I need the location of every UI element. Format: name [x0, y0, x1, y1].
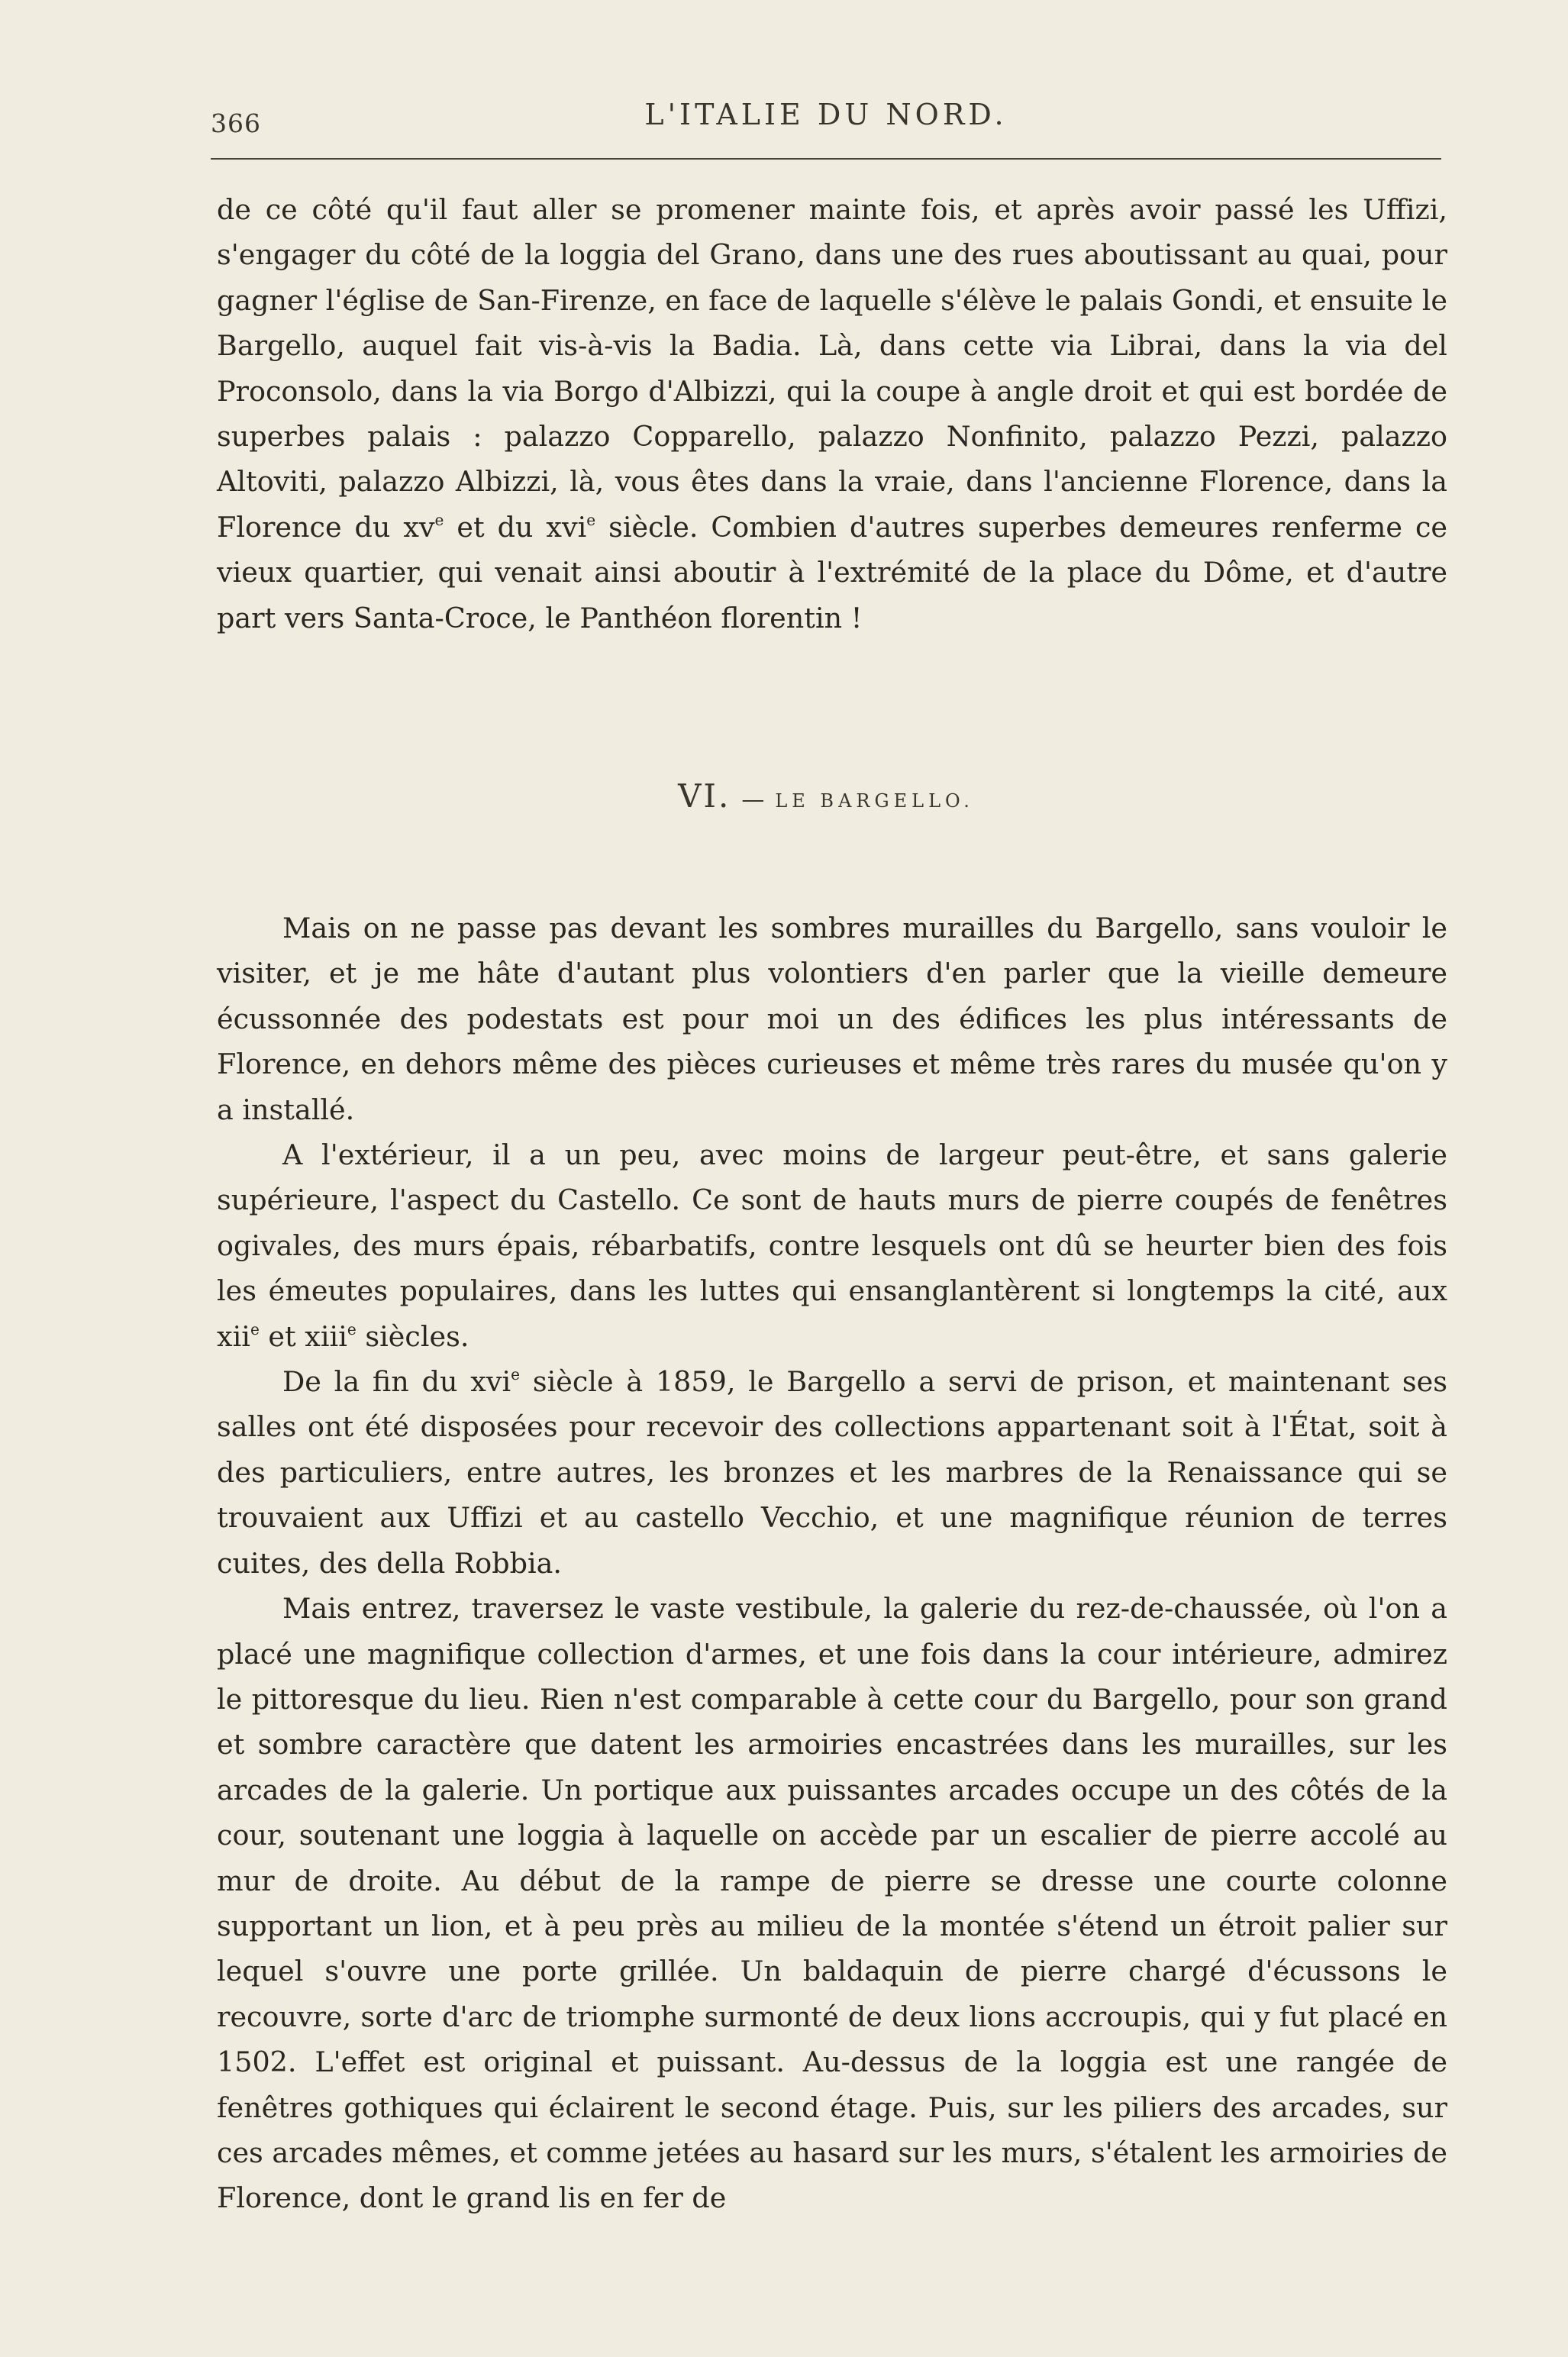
section-number: VI.	[678, 777, 731, 815]
intro-text-middle: et du	[444, 510, 547, 544]
century-xv: xv	[403, 510, 435, 544]
intro-paragraph	[217, 187, 1447, 641]
intro-text-end: siècle. Combien d'autres superbes demeures renferme ce vieux quartier, qui venait ainsi aboutir à l'extrémité de la place du Dôme, et d'autre part vers Santa-Croce, le Panthéon florentin !	[217, 510, 1448, 634]
century-xvi-p3-suffix: e	[511, 1365, 521, 1384]
running-title: L'ITALIE DU NORD.	[644, 98, 1008, 131]
paragraph-2	[217, 1132, 1447, 1359]
century-xiii: xiii	[305, 1319, 347, 1353]
page-number: 366	[211, 108, 261, 138]
p3-text-start: De la fin du	[282, 1365, 471, 1399]
p3-text-end: siècle à 1859, le Bargello a servi de prison, et maintenant ses salles ont été disposées pour recevoir des collections appartenant soit à l'État, soit à des particuliers, entre autres, les bronzes et les marbres de la Renaissance qui se trouvaient aux Uffizi et au castello Vecchio, et une magnifique réunion de terres cuites, des della Robbia.	[217, 1365, 1447, 1580]
p2-text-start: A l'extérieur, il a un peu, avec moins de largeur peut-être, et sans galerie supérieure, l'aspect du Castello. Ce sont de hauts murs de pierre coupés de fenêtres ogivales, des murs épais, rébarbatifs, contre lesquels ont dû se heurter bien des fois les émeutes populaires, dans les luttes qui ensanglantèrent si longtemps la cité, aux	[217, 1138, 1447, 1308]
century-xvi-p3: xvi	[470, 1365, 511, 1399]
century-xvi: xvi	[546, 510, 587, 544]
century-xii-suffix: e	[250, 1319, 260, 1338]
century-xvi-suffix: e	[586, 510, 596, 529]
intro-text-start: de ce côté qu'il faut aller se promener mainte fois, et après avoir passé les Uffizi, s'engager du côté de la loggia del Grano, dans une des rues aboutissant au quai, pour gagner l'église de San-Firenze, en face de laquelle s'élève le palais Gondi, et ensuite le Bargello, auquel fait vis-à-vis la Badia. Là, dans cette via Librai, dans la via del Proconsolo, dans la via Borgo d'Albizzi, qui la coupe à angle droit et qui est bordée de superbes palais : palazzo Copparello, palazzo Nonfinito, palazzo Pezzi, palazzo Altoviti, palazzo Albizzi, là, vous êtes dans la vraie, dans l'ancienne Florence, dans la Florence du	[217, 193, 1447, 544]
century-xv-suffix: e	[434, 510, 444, 529]
paragraph-4: Mais entrez, traversez le vaste vestibule, la galerie du rez-de-chaussée, où l'on a placé une magnifique collection d'armes, et une fois dans la cour intérieure, admirez le pittoresque du lieu. Rien n'est comparable à cette cour du Bargello, pour son grand et sombre caractère que datent les armoiries encastrées dans les murailles, sur les arcades de la galerie. Un portique aux puissantes arcades occupe un des côtés de la cour, soutenant une loggia à laquelle on accède par un escalier de pierre accolé au mur de droite. Au début de la rampe de pierre se dresse une courte colonne supportant un lion, et à peu près au milieu de la montée s'étend un étroit palier sur lequel s'ouvre une porte grillée. Un baldaquin de pierre chargé d'écussons le recouvre, sorte d'arc de triomphe surmonté de deux lions accroupis, qui y fut placé en 1502. L'effet est original et puissant. Au-dessus de la loggia est une rangée de fenêtres gothiques qui éclairent le second étage. Puis, sur les piliers des arcades, sur ces arcades mêmes, et comme jetées au hasard sur les murs, s'étalent les armoiries de Florence, dont le grand lis en fer de	[217, 1592, 1447, 2215]
p2-text-middle: et	[259, 1319, 305, 1353]
century-xiii-suffix: e	[347, 1319, 357, 1338]
section-title: LE BARGELLO.	[775, 790, 974, 812]
header-rule	[211, 158, 1441, 160]
paragraph-3	[217, 1359, 1447, 1586]
paragraph-1: Mais on ne passe pas devant les sombres murailles du Bargello, sans vouloir le visiter, et je me hâte d'autant plus volontiers d'en parler que la vieille demeure écussonnée des podestats est pour moi un des édifices les plus intéressants de Florence, en dehors même des pièces curieuses et même très rares du musée qu'on y a installé.	[217, 912, 1447, 1126]
p2-text-end: siècles.	[356, 1319, 469, 1353]
century-xii: xii	[217, 1319, 250, 1353]
section-heading	[211, 777, 1441, 815]
running-head	[211, 98, 1441, 144]
main-text	[217, 906, 1447, 2221]
section-dash: —	[741, 786, 765, 813]
intro-text	[217, 187, 1447, 641]
